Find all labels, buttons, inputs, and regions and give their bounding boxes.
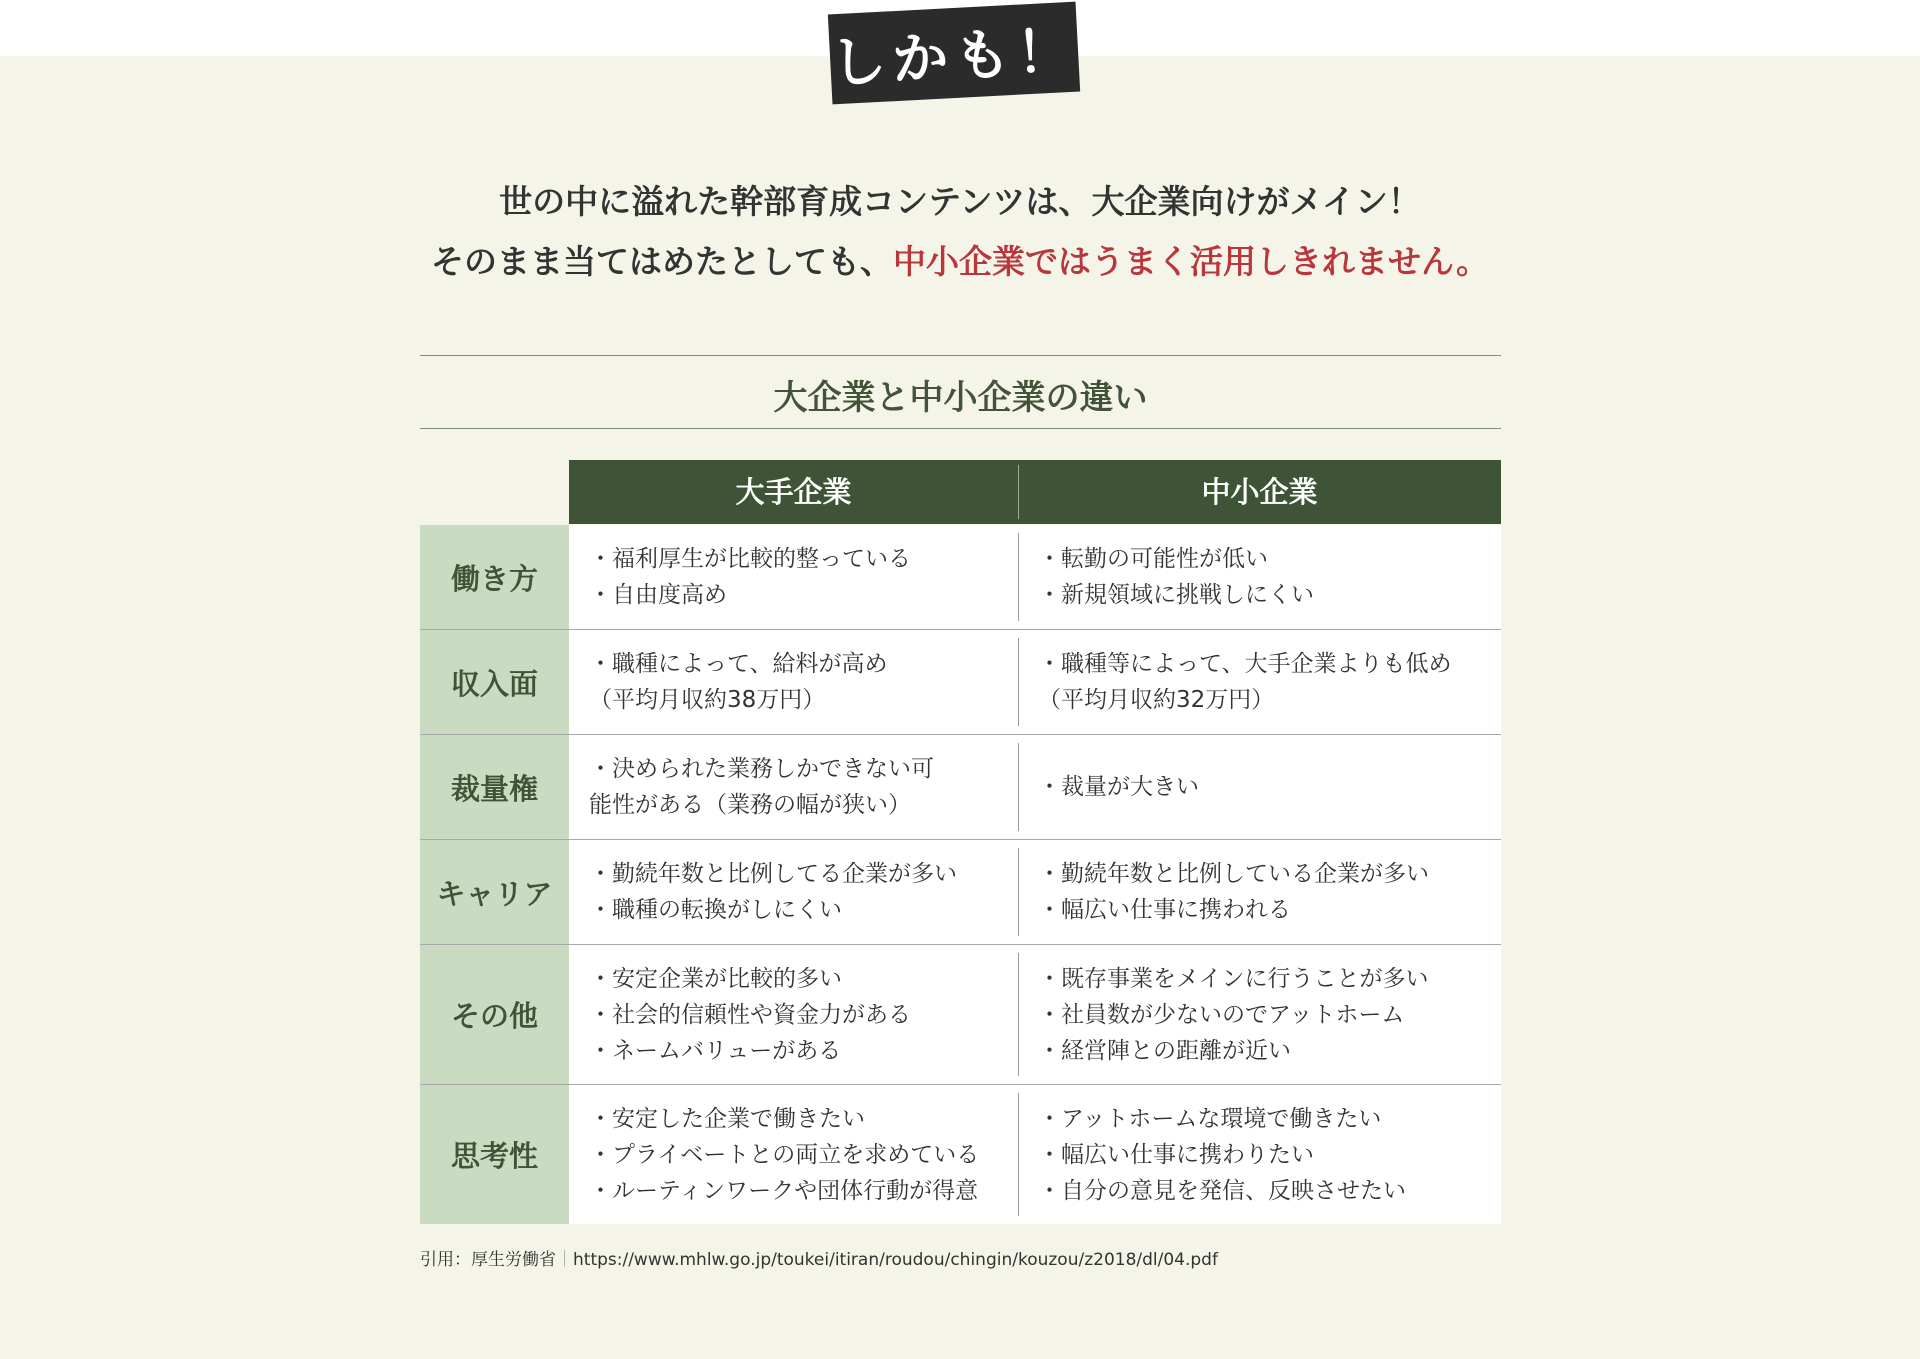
column-divider: [1018, 848, 1019, 936]
cell-line: ・裁量が大きい: [1038, 774, 1199, 800]
cell-line: ・職種等によって、大手企業よりも低め: [1038, 651, 1452, 677]
citation: [420, 1245, 1218, 1270]
cell-line: （平均月収約38万円）: [589, 687, 826, 713]
small-company-cell: [1038, 630, 1498, 734]
cell-line: ・社員数が少ないのでアットホーム: [1038, 1001, 1405, 1028]
table-row: [420, 1085, 1501, 1224]
cell-line: ・職種の転換がしにくい: [589, 897, 842, 923]
small-company-cell: [1038, 1085, 1498, 1224]
cell-line: ・新規領域に挑戦しにくい: [1038, 582, 1314, 608]
large-company-cell: [589, 1085, 1009, 1224]
header-small-company: 中小企業: [1201, 475, 1318, 509]
citation-label: 引用：厚生労働省: [420, 1250, 556, 1270]
column-divider: [1018, 743, 1019, 831]
row-label: 思考性: [420, 1085, 569, 1224]
table-row: [420, 945, 1501, 1084]
cell-line: 能性がある（業務の幅が狭い）: [589, 792, 911, 818]
citation-url[interactable]: https://www.mhlw.go.jp/toukei/itiran/roudou/chingin/kouzou/z2018/dl/04.pdf: [573, 1250, 1218, 1270]
intro-line-2: [0, 236, 1920, 283]
row-label: その他: [420, 945, 569, 1084]
small-company-cell: [1038, 735, 1498, 839]
cell-line: ・社会的信頼性や資金力がある: [589, 1001, 911, 1028]
cell-line: ・経営陣との距離が近い: [1038, 1037, 1291, 1064]
row-label: キャリア: [420, 840, 569, 944]
large-company-cell: [589, 735, 1009, 839]
large-company-cell: [589, 840, 1009, 944]
cell-line: ・自分の意見を発信、反映させたい: [1038, 1177, 1406, 1204]
cell-line: ・決められた業務しかできない可: [589, 756, 934, 782]
table-title-top-rule: [420, 355, 1501, 356]
intro-line-2-plain: そのまま当てはめたとしても、: [431, 242, 893, 281]
cell-line: ・既存事業をメインに行うことが多い: [1038, 965, 1429, 992]
table-title: 大企業と中小企業の違い: [773, 378, 1148, 418]
cell-line: ・安定した企業で働きたい: [589, 1105, 865, 1132]
table-row: [420, 630, 1501, 734]
row-label: 収入面: [420, 630, 569, 734]
table-header-row: [569, 460, 1501, 524]
cell-line: ・福利厚生が比較的整っている: [589, 546, 911, 572]
intro-line-1: 世の中に溢れた幹部育成コンテンツは、大企業向けがメイン！: [499, 182, 1421, 221]
cell-line: ・幅広い仕事に携わりたい: [1038, 1141, 1314, 1168]
shikamo-badge: しかも！: [828, 2, 1080, 105]
cell-line: ・転勤の可能性が低い: [1038, 546, 1268, 572]
table-row: [420, 840, 1501, 944]
table-row: [420, 735, 1501, 839]
small-company-cell: [1038, 840, 1498, 944]
column-divider: [1018, 953, 1019, 1076]
large-company-cell: [589, 630, 1009, 734]
cell-line: （平均月収約32万円）: [1038, 687, 1275, 713]
column-divider: [1018, 533, 1019, 621]
header-large-company: 大手企業: [735, 475, 852, 509]
cell-line: ・安定企業が比較的多い: [589, 965, 842, 992]
column-divider: [1018, 1093, 1019, 1216]
citation-separator: ｜: [556, 1250, 573, 1270]
cell-line: ・ルーティンワークや団体行動が得意: [589, 1177, 979, 1204]
cell-line: ・ネームバリューがある: [589, 1037, 842, 1064]
large-company-cell: [589, 525, 1009, 629]
cell-line: ・プライベートとの両立を求めている: [589, 1141, 980, 1168]
intro-line-2-highlight: 中小企業ではうまく活用しきれません。: [893, 242, 1489, 281]
cell-line: ・勤続年数と比例してる企業が多い: [589, 861, 957, 887]
cell-line: ・アットホームな環境で働きたい: [1038, 1105, 1382, 1132]
small-company-cell: [1038, 525, 1498, 629]
table-title-bottom-rule: [420, 428, 1501, 429]
row-label: 裁量権: [420, 735, 569, 839]
column-divider: [1018, 638, 1019, 726]
cell-line: ・勤続年数と比例している企業が多い: [1038, 861, 1429, 887]
cell-line: ・職種によって、給料が高め: [589, 651, 888, 677]
cell-line: ・幅広い仕事に携われる: [1038, 897, 1291, 923]
row-label: 働き方: [420, 525, 569, 629]
table-row: [420, 525, 1501, 629]
cell-line: ・自由度高め: [589, 582, 727, 608]
large-company-cell: [589, 945, 1009, 1084]
small-company-cell: [1038, 945, 1498, 1084]
